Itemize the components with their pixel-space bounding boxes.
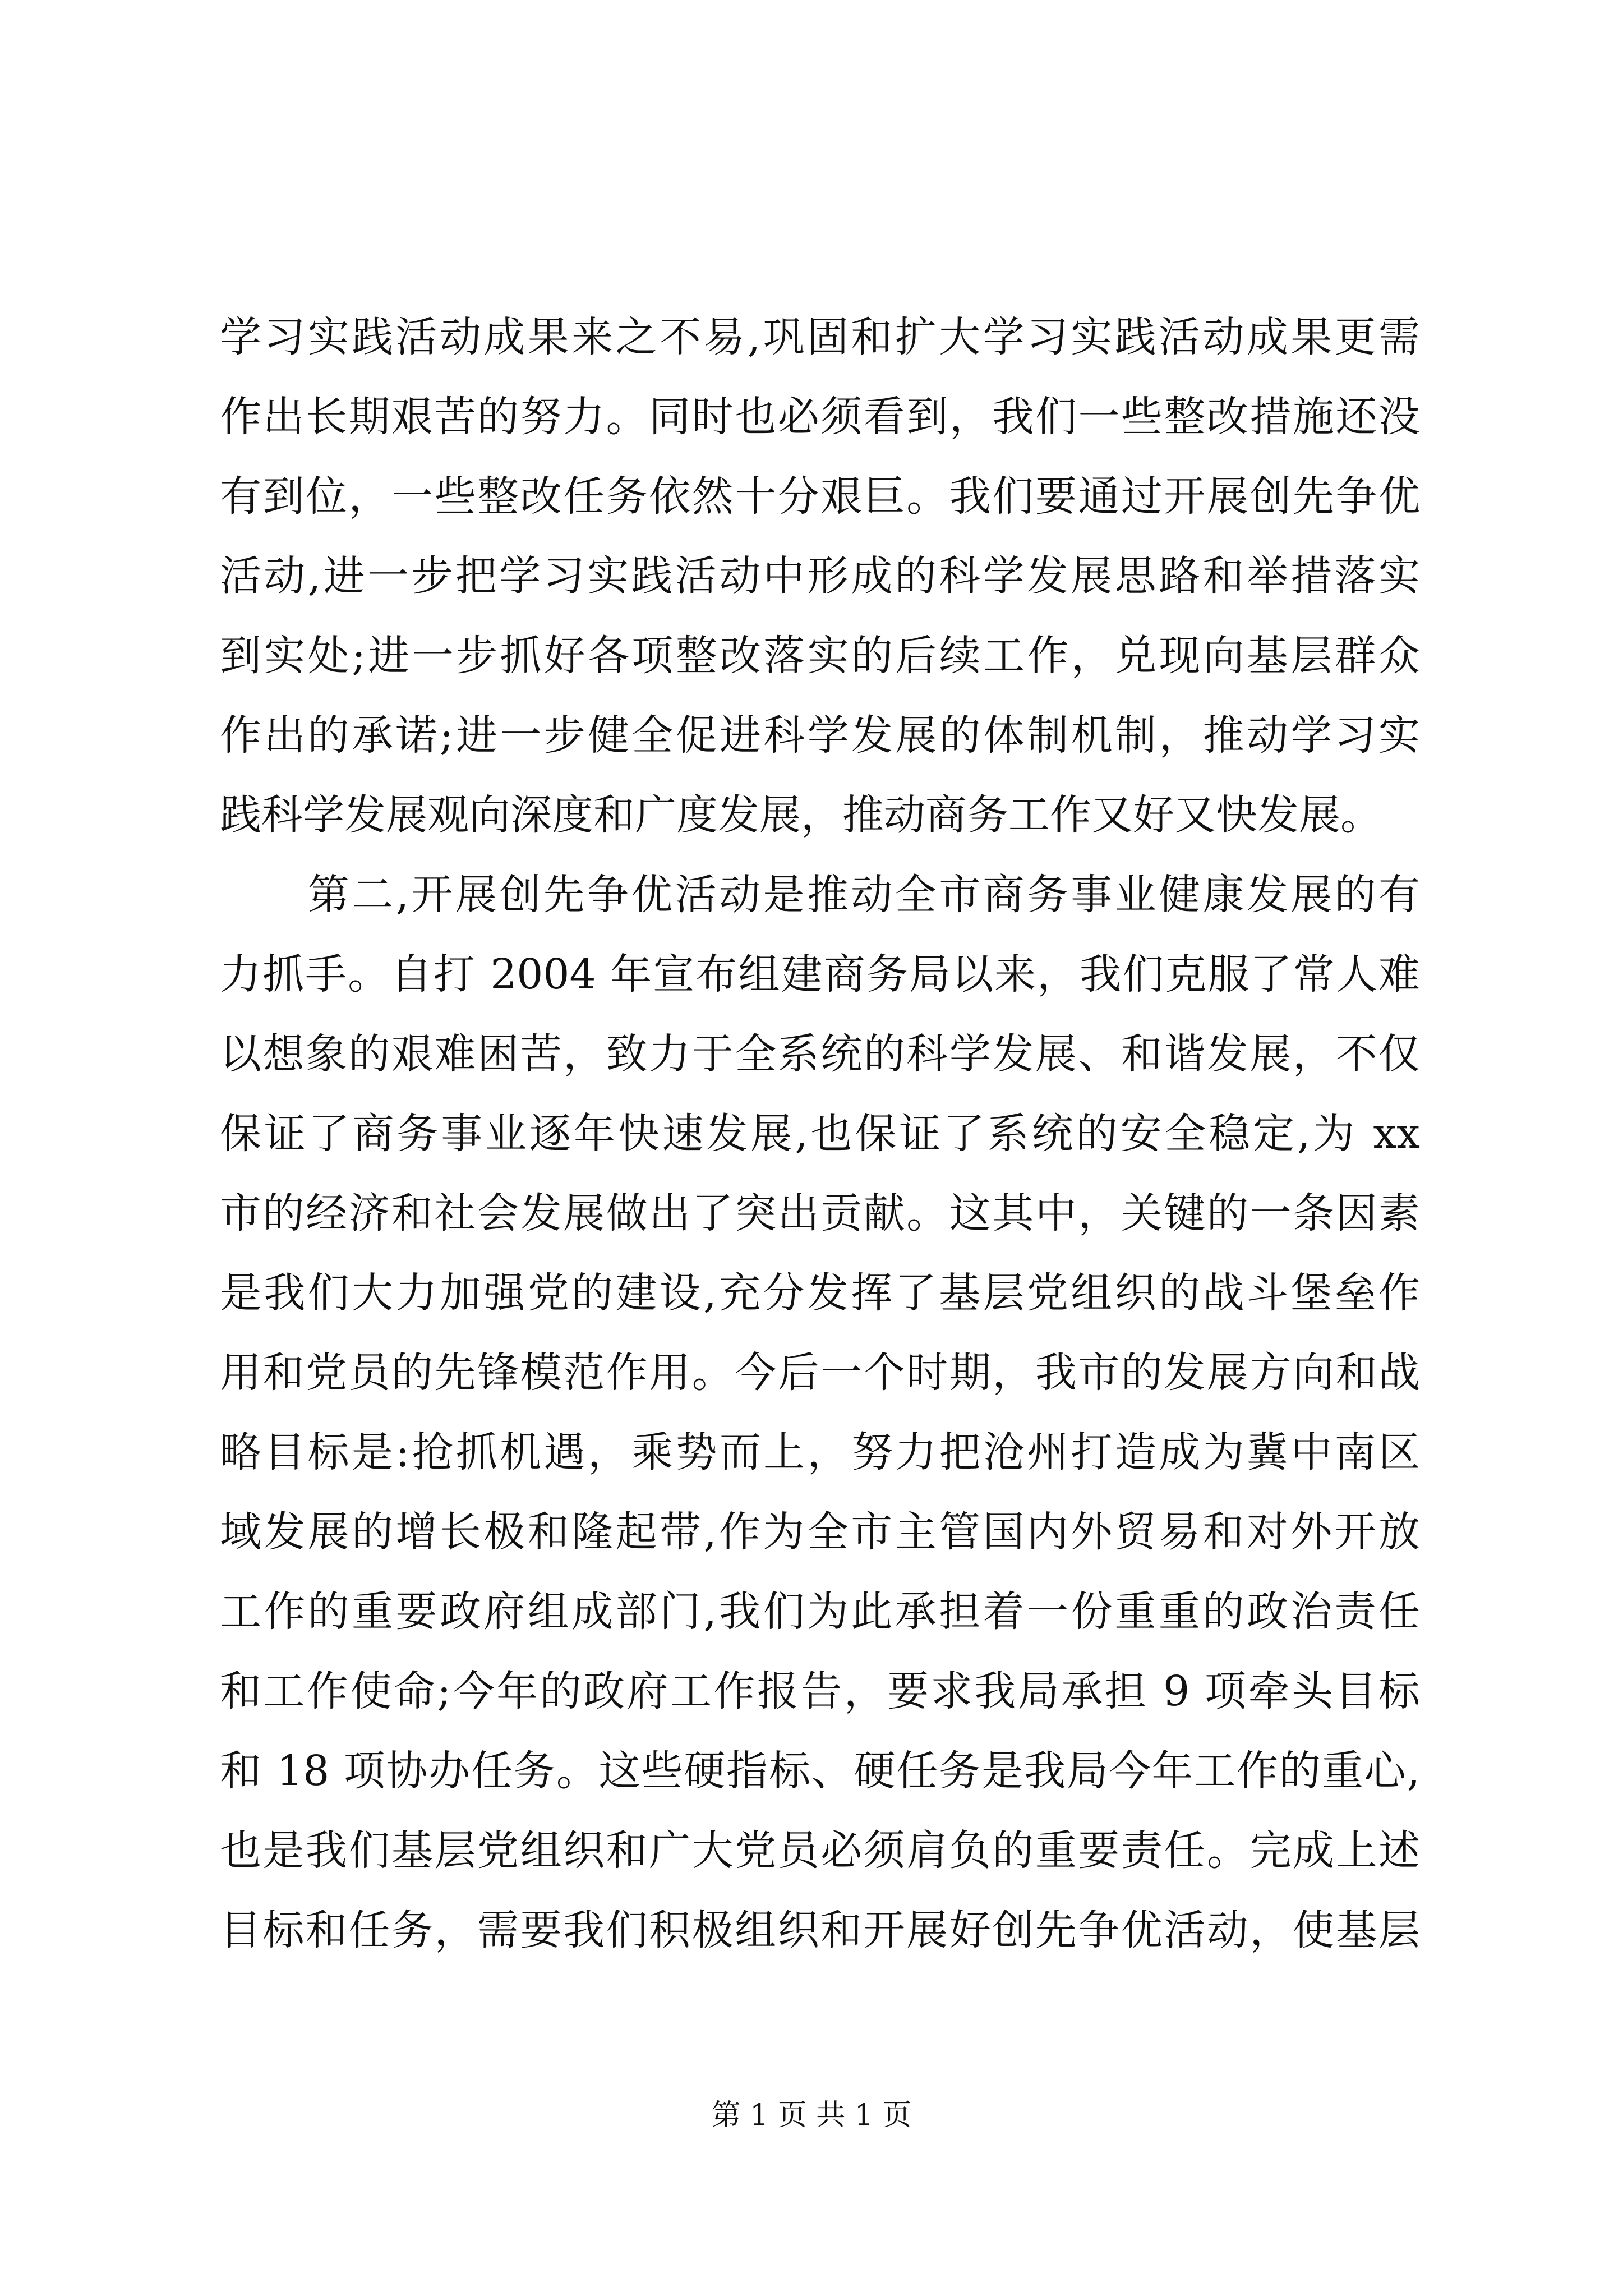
text-line: 保证了商务事业逐年快速发展,也保证了系统的安全稳定,为 xx — [220, 1110, 1420, 1158]
text-line: 学习实践活动成果来之不易,巩固和扩大学习实践活动成果更需 — [220, 313, 1420, 361]
page-footer — [0, 2096, 1623, 2135]
text-line: 略目标是:抢抓机遇，乘势而上，努力把沧州打造成为冀中南区 — [220, 1428, 1420, 1476]
text-line: 和工作使命;今年的政府工作报告，要求我局承担 9 项牵头目标 — [220, 1667, 1420, 1715]
text-line: 域发展的增长极和隆起带,作为全市主管国内外贸易和对外开放 — [220, 1508, 1420, 1556]
text-line: 工作的重要政府组成部门,我们为此承担着一份重重的政治责任 — [220, 1588, 1420, 1636]
text-line: 践科学发展观向深度和广度发展，推动商务工作又好又快发展。 — [220, 791, 1382, 839]
text-line: 和 18 项协办任务。这些硬指标、硬任务是我局今年工作的重心, — [220, 1747, 1420, 1795]
text-line: 有到位，一些整改任务依然十分艰巨。我们要通过开展创先争优 — [220, 472, 1420, 521]
text-line: 作出的承诺;进一步健全促进科学发展的体制机制，推动学习实 — [220, 711, 1420, 760]
text-line: 目标和任务，需要我们积极组织和开展好创先争优活动，使基层 — [220, 1906, 1420, 1954]
text-line: 活动,进一步把学习实践活动中形成的科学发展思路和举措落实 — [220, 552, 1420, 600]
text-line: 用和党员的先锋模范作用。今后一个时期，我市的发展方向和战 — [220, 1349, 1420, 1397]
text-line: 是我们大力加强党的建设,充分发挥了基层党组织的战斗堡垒作 — [220, 1269, 1420, 1317]
text-line: 作出长期艰苦的努力。同时也必须看到，我们一些整改措施还没 — [220, 393, 1420, 441]
text-line: 到实处;进一步抓好各项整改落实的后续工作，兑现向基层群众 — [220, 632, 1420, 680]
text-line: 也是我们基层党组织和广大党员必须肩负的重要责任。完成上述 — [220, 1826, 1420, 1875]
text-line: 市的经济和社会发展做出了突出贡献。这其中，关键的一条因素 — [220, 1189, 1420, 1237]
text-line: 力抓手。自打 2004 年宣布组建商务局以来，我们克服了常人难 — [220, 950, 1420, 999]
text-line: 以想象的艰难困苦，致力于全系统的科学发展、和谐发展，不仅 — [220, 1030, 1420, 1078]
text-line: 第二,开展创先争优活动是推动全市商务事业健康发展的有 — [220, 871, 1420, 919]
document-body — [220, 297, 1420, 1970]
page-number: 第 1 页 共 1 页 — [711, 2099, 912, 2132]
